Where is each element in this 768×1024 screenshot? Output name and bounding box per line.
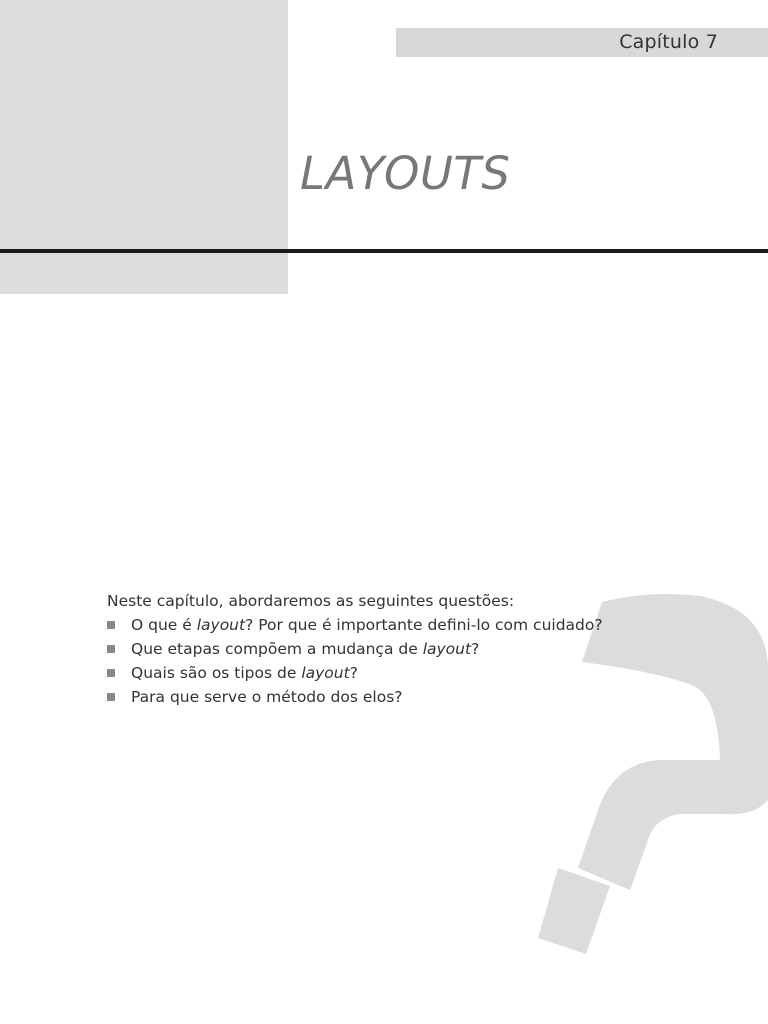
question-text: ?: [349, 664, 358, 682]
question-text-italic: layout: [301, 664, 350, 682]
question-text: ? Por que é importante defini-lo com cuidado?: [245, 616, 603, 634]
question-mark-dot: [538, 868, 610, 954]
questions-intro: Neste capítulo, abordaremos as seguintes questões:: [107, 592, 515, 610]
question-text: O que é: [131, 616, 197, 634]
question-item: [107, 613, 603, 637]
square-bullet-icon: [107, 693, 115, 701]
square-bullet-icon: [107, 621, 115, 629]
question-text: ?: [471, 640, 480, 658]
question-text: Quais são os tipos de: [131, 664, 302, 682]
chapter-questions: [107, 589, 603, 709]
question-item: [107, 685, 587, 709]
question-text: Que etapas compõem a mudança de: [131, 640, 423, 658]
question-list: [107, 613, 603, 709]
question-text-italic: layout: [196, 616, 246, 634]
chapter-label: Capítulo 7: [619, 31, 718, 53]
question-mark-curve: [578, 594, 768, 890]
square-bullet-icon: [107, 645, 115, 653]
question-text-italic: layout: [422, 640, 472, 658]
question-item: [107, 637, 587, 661]
chapter-title: LAYOUTS: [300, 147, 511, 200]
square-bullet-icon: [107, 669, 115, 677]
title-divider: [0, 249, 768, 253]
chapter-header-bar: [396, 28, 768, 57]
question-item: [107, 661, 587, 685]
question-text: Para que serve o método dos elos?: [131, 688, 403, 706]
